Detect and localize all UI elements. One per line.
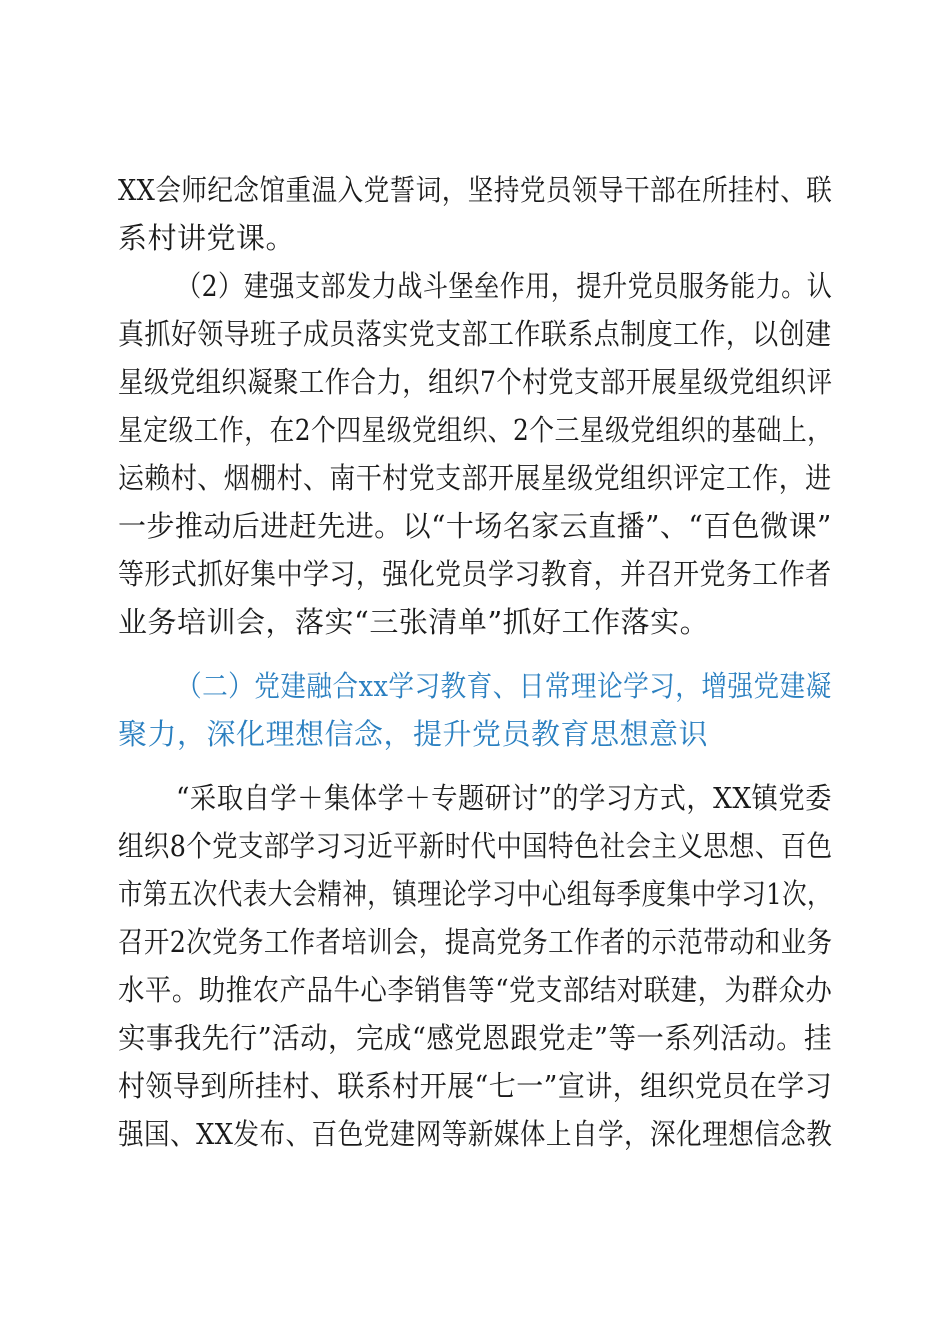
paragraph-2-line-6: 一步推动后进赶先进。以“十场名家云直播”、“百色微课” bbox=[118, 509, 832, 543]
paragraph-3-line-5: 水平。助推农产品牛心李销售等“党支部结对联建，为群众办 bbox=[118, 973, 833, 1007]
paragraph-3-line-7: 村领导到所挂村、联系村开展“七一”宣讲，组织党员在学习 bbox=[118, 1069, 833, 1103]
paragraph-2-line-7: 等形式抓好集中学习，强化党员学习教育，并召开党务工作者 bbox=[118, 557, 832, 591]
paragraph-2-line-8: 业务培训会，落实“三张清单”抓好工作落实。 bbox=[118, 605, 710, 639]
section-heading-line-1: （二）党建融合xx学习教育、日常理论学习，增强党建凝 bbox=[176, 669, 832, 703]
paragraph-1-line-2: 系村讲党课。 bbox=[118, 221, 296, 255]
paragraph-3-line-2: 组织8个党支部学习习近平新时代中国特色社会主义思想、百色 bbox=[118, 829, 833, 863]
section-heading-line-2: 聚力，深化理想信念，提升党员教育思想意识 bbox=[118, 717, 709, 751]
paragraph-3-line-6: 实事我先行”活动，完成“感党恩跟党走”等一系列活动。挂 bbox=[118, 1021, 832, 1055]
paragraph-3-line-4: 召开2次党务工作者培训会，提高党务工作者的示范带动和业务 bbox=[118, 925, 833, 959]
paragraph-2-line-2: 真抓好领导班子成员落实党支部工作联系点制度工作，以创建 bbox=[118, 317, 832, 351]
paragraph-2-line-1: （2）建强支部发力战斗堡垒作用，提升党员服务能力。认 bbox=[176, 269, 833, 303]
paragraph-1-line-1: XX会师纪念馆重温入党誓词，坚持党员领导干部在所挂村、联 bbox=[118, 173, 833, 207]
paragraph-3-line-1: “采取自学＋集体学＋专题研讨”的学习方式，XX镇党委 bbox=[176, 781, 832, 815]
paragraph-3-line-8: 强国、XX发布、百色党建网等新媒体上自学，深化理想信念教 bbox=[118, 1117, 833, 1151]
paragraph-2-line-3: 星级党组织凝聚工作合力，组织7个村党支部开展星级党组织评 bbox=[118, 365, 833, 399]
paragraph-2-line-4: 星定级工作，在2个四星级党组织、2个三星级党组织的基础上， bbox=[118, 413, 833, 447]
paragraph-3-line-3: 市第五次代表大会精神，镇理论学习中心组每季度集中学习1次， bbox=[118, 877, 832, 911]
paragraph-2-line-5: 运赖村、烟棚村、南干村党支部开展星级党组织评定工作，进 bbox=[118, 461, 832, 495]
